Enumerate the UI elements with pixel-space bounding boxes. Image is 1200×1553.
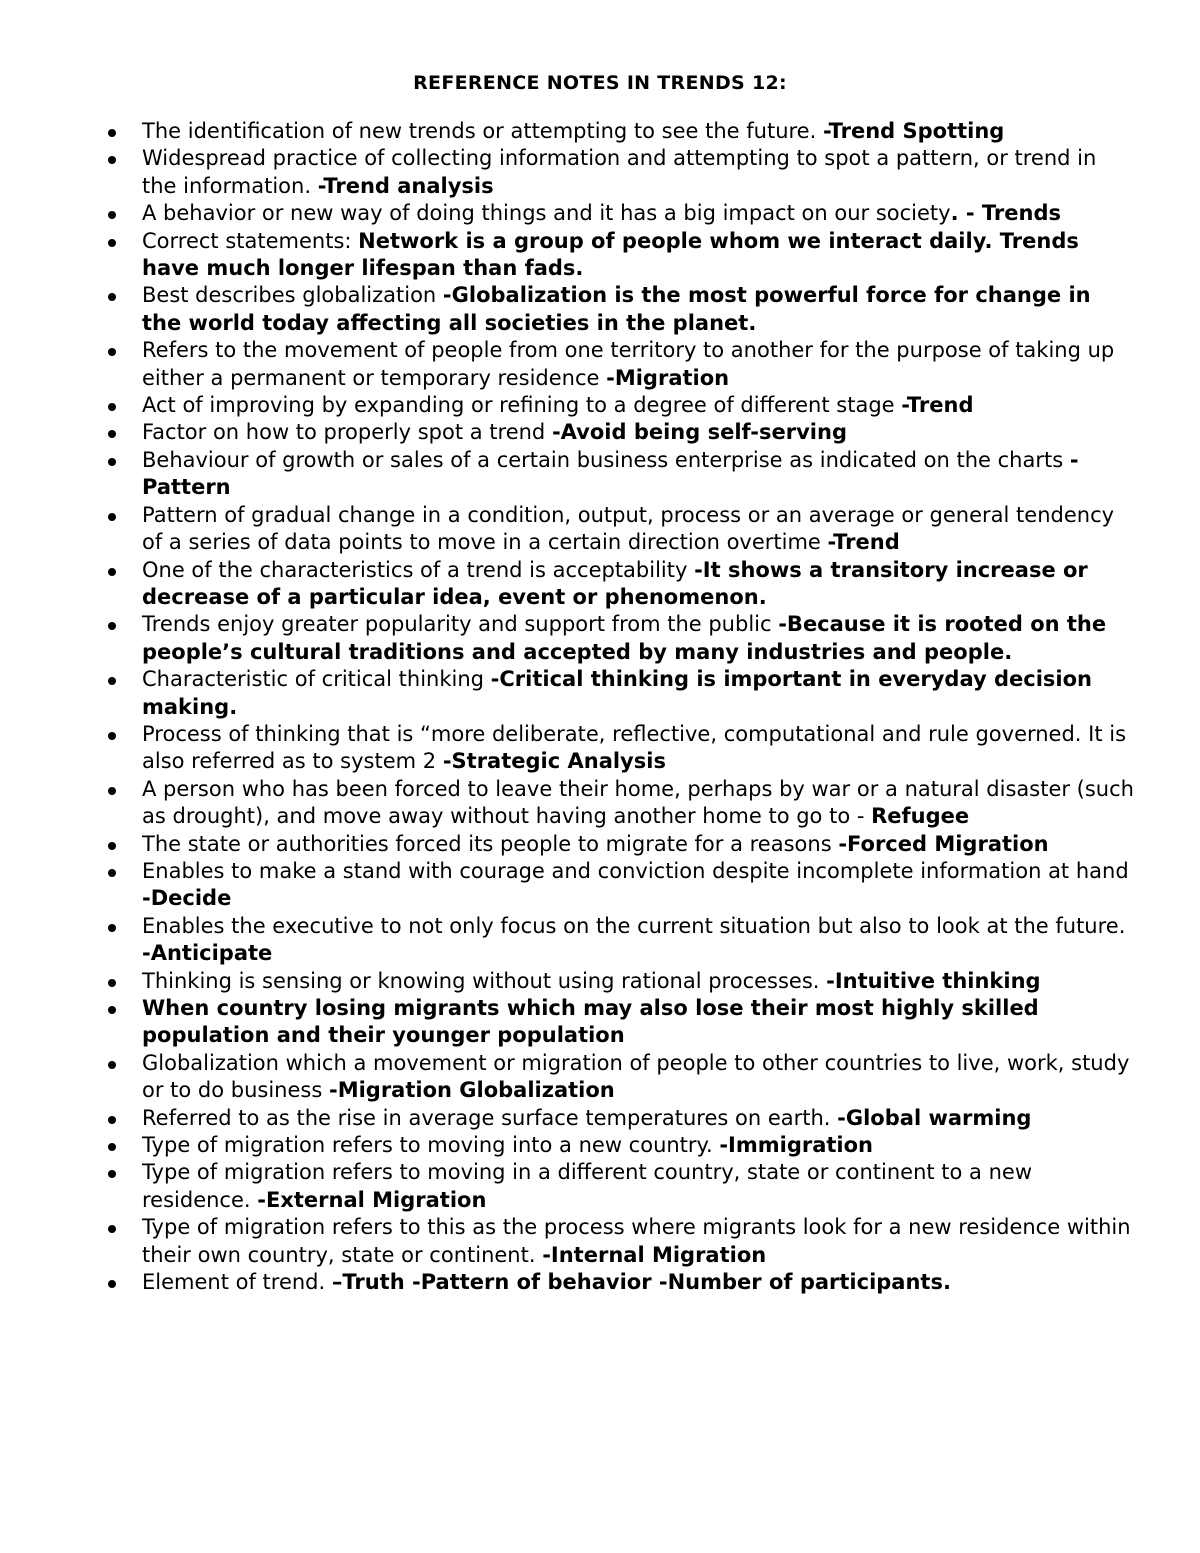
note-answer: Network is a group of people whom we interact daily. Trends have much longer lifespan than fads. [142,228,1079,281]
note-text: Characteristic of critical thinking [142,667,491,692]
bullet-icon [108,568,116,576]
note-answer: -Internal Migration [542,1242,767,1267]
list-item [104,666,1134,721]
bullet-icon [108,211,116,219]
bullet-icon [108,1061,116,1069]
bullet-icon [108,1170,116,1178]
list-item [104,776,1134,831]
bullet-icon [108,732,116,740]
note-answer: -Immigration [719,1133,874,1158]
bullet-icon [108,787,116,795]
note-answer: . - Trends [950,201,1062,226]
note-text: Referred to as the rise in average surface temperatures on earth. [142,1105,838,1130]
note-answer: -Critical thinking is important in everyday decision making. [142,667,1092,719]
note-answer: -Avoid being self-serving [551,420,847,445]
note-answer: -Anticipate [142,941,273,966]
note-text: Type of migration refers to this as the process where migrants look for a new residence within their own country, state or continent. [142,1215,1131,1267]
note-text: Act of improving by expanding or refining to a degree of different stage [142,393,902,418]
note-text: Best describes globalization [142,283,443,308]
list-item [104,392,1134,419]
note-text: One of the characteristics of a trend is acceptability [142,557,695,582]
note-text: Globalization which a movement or migration of people to other countries to live, work, study or to do business [142,1050,1130,1103]
bullet-icon [108,1225,116,1233]
note-text: Factor on how to properly spot a trend [142,420,552,445]
bullet-icon [108,430,116,438]
list-item [104,831,1134,858]
list-item [104,228,1134,283]
note-text: Thinking is sensing or knowing without using rational processes. [142,968,827,993]
list-item [104,145,1134,200]
list-item [104,557,1134,612]
bullet-icon [108,677,116,685]
note-answer: -Trend Spotting [822,119,1005,143]
note-text: Element of trend. [142,1270,332,1295]
note-text: Type of migration refers to moving into a new country. [142,1133,720,1158]
bullet-icon [108,869,116,877]
bullet-icon [108,1143,116,1151]
note-answer: -Trend [827,530,900,555]
note-answer: -Forced Migration [838,831,1049,856]
note-answer: When country losing migrants which may also lose their most highly skilled population and their younger population [142,996,1039,1048]
note-answer: -Decide [142,886,232,911]
list-item [104,118,1134,145]
note-answer: -Because it is rooted on the people’s cultural traditions and accepted by many industries and people. [142,612,1107,664]
bullet-icon [108,156,116,164]
bullet-icon [108,1006,116,1014]
bullet-icon [108,348,116,356]
note-answer: -Strategic Analysis [442,749,666,774]
list-item [104,200,1134,227]
note-text: The identification of new trends or attempting to see the future. [142,119,823,143]
list-item [104,447,1134,502]
bullet-icon [108,129,116,137]
notes-list [104,118,1134,1296]
bullet-icon [108,403,116,411]
bullet-icon [108,239,116,247]
bullet-icon [108,513,116,521]
note-text: Trends enjoy greater popularity and support from the public [142,612,779,637]
note-text: Enables to make a stand with courage and conviction despite incomplete information at hand [142,858,1129,883]
bullet-icon [108,842,116,850]
note-text: A behavior or new way of doing things and it has a big impact on our society [142,201,951,226]
note-answer: -Intuitive thinking [826,968,1041,993]
note-text: Process of thinking that is “more deliberate, reflective, computational and rule governed. It is also referred as to system 2 [142,721,1127,774]
list-item [104,968,1134,995]
note-text: Enables the executive to not only focus on the current situation but also to look at the future. [142,913,1126,938]
list-item [104,858,1134,913]
page-title: REFERENCE NOTES IN TRENDS 12: [413,72,787,94]
note-text: Type of migration refers to moving in a different country, state or continent to a new residence. [142,1160,1032,1212]
note-text: A person who has been forced to leave their home, perhaps by war or a natural disaster (such as drought), and move away without having another home to go to - [142,776,1134,829]
bullet-icon [108,458,116,466]
list-item [104,1132,1134,1159]
note-answer: -Migration Globalization [328,1078,615,1103]
list-item [104,611,1134,666]
bullet-icon [108,622,116,630]
note-text: Correct statements: [142,228,359,253]
note-answer: -Trend [901,393,974,418]
note-text: The state or authorities forced its people to migrate for a reasons [142,831,839,856]
bullet-icon [108,924,116,932]
note-answer: –Truth -Pattern of behavior -Number of participants. [331,1270,951,1295]
note-answer: -Global warming [837,1105,1032,1130]
note-answer: -Globalization is the most powerful force for change in the world today affecting all societies in the planet. [142,283,1091,335]
list-item [104,995,1134,1050]
bullet-icon [108,1116,116,1124]
note-answer: -Pattern [142,447,1079,500]
note-answer: -It shows a transitory increase or decrease of a particular idea, event or phenomenon. [142,557,1088,609]
list-item [104,721,1134,776]
list-item [104,1105,1134,1132]
note-text: Widespread practice of collecting information and attempting to spot a pattern, or trend in the information. [142,146,1097,198]
note-answer: -Migration [606,365,730,390]
list-item [104,1159,1134,1214]
list-item [104,282,1134,337]
bullet-icon [108,293,116,301]
note-answer: -External Migration [257,1187,487,1212]
list-item [104,502,1134,557]
list-item [104,1269,1134,1296]
list-item [104,337,1134,392]
note-text: Refers to the movement of people from one territory to another for the purpose of taking up either a permanent or temporary residence [142,338,1115,390]
note-text: Behaviour of growth or sales of a certain business enterprise as indicated on the charts [142,447,1070,472]
list-item [104,419,1134,446]
note-answer: -Trend analysis [317,173,494,198]
bullet-icon [108,1280,116,1288]
list-item [104,913,1134,968]
list-item [104,1050,1134,1105]
bullet-icon [108,979,116,987]
note-answer: Refugee [871,804,970,829]
list-item [104,1214,1134,1269]
note-text: Pattern of gradual change in a condition, output, process or an average or general tendency of a series of data points to move in a certain direction overtime [142,502,1115,555]
